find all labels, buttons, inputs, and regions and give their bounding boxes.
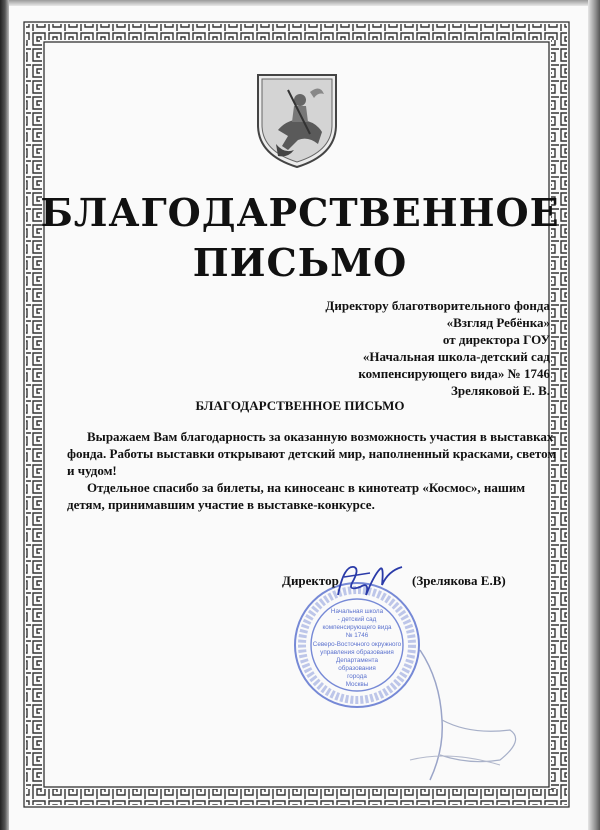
stamp-line: - детский сад (337, 616, 377, 623)
stamp-line: города (347, 673, 367, 680)
handwritten-signature (330, 555, 410, 605)
stamp-line: управления образования (320, 649, 394, 656)
letter-title-line-1: БЛАГОДАРСТВЕННОЕ (40, 190, 560, 235)
quill-and-scroll-stamp-image (400, 640, 540, 790)
stamp-line: Северо-Восточного окружного (312, 641, 402, 648)
moscow-coat-of-arms-emblem (248, 70, 346, 170)
body-paragraph: Выражаем Вам благодарность за оказанную возможность участия в выставках фонда. Работы выставки открывают детский мир, наполненный красками, светом и чудом! (67, 429, 557, 478)
addressee-line: «Взгляд Ребёнка» (446, 315, 550, 330)
letter-title-line-2: ПИСЬМО (192, 240, 408, 285)
stamp-line: образования (338, 665, 376, 672)
addressee-block (325, 297, 550, 399)
addressee-line: Директору благотворительного фонда (325, 298, 550, 313)
letter-body (67, 428, 557, 513)
addressee-line: от директора ГОУ (442, 332, 550, 347)
signatory-name: (Зрелякова Е.В) (412, 573, 506, 588)
stamp-line: Начальная школа (330, 608, 384, 615)
body-paragraph: Отдельное спасибо за билеты, на киносеанс в кинотеатр «Космос», нашим детям, принимавшим участие в выставке-конкурсе. (67, 480, 526, 512)
stamp-line: № 1746 (345, 632, 369, 639)
addressee-line: Зреляковой Е. В. (451, 383, 550, 398)
signature-label: Директор (282, 573, 339, 588)
stamp-line: Департамента (336, 657, 378, 664)
stamp-line: компенсирующего вида (322, 624, 392, 631)
stamp-line: Москвы (345, 681, 369, 688)
addressee-line: компенсирующего вида» № 1746 (358, 366, 550, 381)
body-heading: БЛАГОДАРСТВЕННОЕ ПИСЬМО (195, 398, 405, 413)
addressee-line: «Начальная школа-детский сад (362, 349, 550, 364)
